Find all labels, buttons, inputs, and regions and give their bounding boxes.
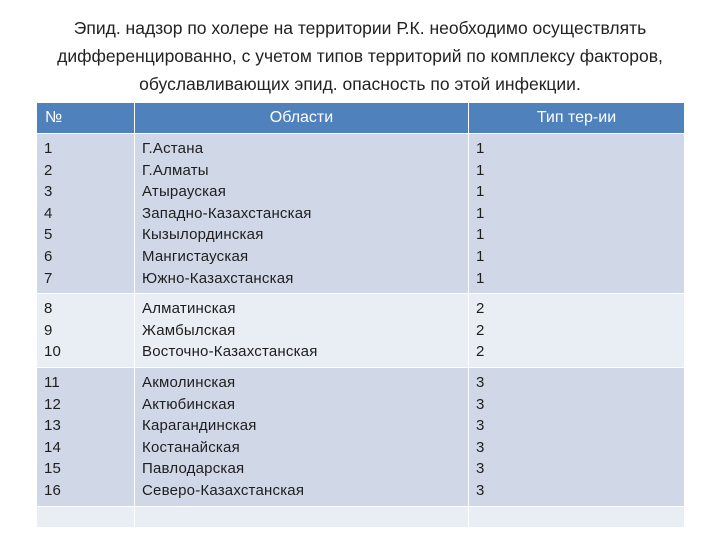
cell-line: 16 <box>44 481 62 499</box>
cell-line: 14 <box>44 438 62 456</box>
cell-line: Кызылординская <box>142 226 264 244</box>
cell-numbers <box>37 134 135 294</box>
cell-line: Павлодарская <box>142 460 245 478</box>
cell-line: Карагандинская <box>142 417 257 435</box>
cell-line: 2 <box>476 321 485 339</box>
cell-line: Алматинская <box>142 300 236 318</box>
cell-line: Г.Алматы <box>142 161 209 179</box>
title-line-2: дифференцированно, с учетом типов территорий по комплексу факторов, <box>57 46 663 66</box>
cell-types <box>469 134 685 294</box>
cell-line: 13 <box>44 417 62 435</box>
title-line-1: Эпид. надзор по холере на территории Р.К. необходимо осуществлять <box>73 18 647 38</box>
cell-line: 10 <box>44 343 62 361</box>
cell-line: 3 <box>476 481 485 499</box>
cell-regions <box>135 367 469 506</box>
table-header-row <box>37 103 685 134</box>
cell-line: Мангистауская <box>142 247 249 265</box>
cell-line: 2 <box>44 161 53 179</box>
cell-line: 1 <box>476 183 485 201</box>
table-row <box>37 294 685 368</box>
cell-line: 3 <box>44 183 53 201</box>
empty-cell <box>135 506 469 527</box>
cell-line: Северо-Казахстанская <box>142 481 305 499</box>
header-territory-type: Тип тер-ии <box>469 103 685 134</box>
cell-line: 6 <box>44 247 53 265</box>
cell-line: 15 <box>44 460 62 478</box>
cell-line: 2 <box>476 343 485 361</box>
cell-line: 3 <box>476 373 485 391</box>
header-regions: Области <box>135 103 469 134</box>
cell-line: Г.Астана <box>142 140 204 157</box>
cell-line: 1 <box>476 140 485 157</box>
cell-line: Костанайская <box>142 438 240 456</box>
table-row <box>37 367 685 506</box>
cell-line: Атырауская <box>142 183 227 201</box>
cell-types <box>469 294 685 368</box>
empty-cell <box>37 506 135 527</box>
cell-line: 12 <box>44 395 62 413</box>
header-number: № <box>37 103 135 134</box>
cell-line: 1 <box>476 269 485 287</box>
cell-line: Актюбинская <box>142 395 236 413</box>
cell-numbers <box>37 367 135 506</box>
table-row-empty <box>37 506 685 527</box>
cell-line: 3 <box>476 460 485 478</box>
cell-line: 1 <box>476 204 485 222</box>
cell-line: 11 <box>44 373 60 391</box>
regions-table <box>36 102 685 528</box>
cell-line: 3 <box>476 438 485 456</box>
cell-line: 4 <box>44 204 53 222</box>
cell-line: 8 <box>44 300 53 318</box>
cell-line: 7 <box>44 269 53 287</box>
page-title <box>30 14 690 98</box>
cell-line: 1 <box>476 161 485 179</box>
title-line-3: обуславливающих эпид. опасность по этой инфекции. <box>139 74 581 94</box>
cell-line: Западно-Казахстанская <box>142 204 312 222</box>
cell-line: 2 <box>476 300 485 318</box>
cell-regions <box>135 294 469 368</box>
cell-line: Восточно-Казахстанская <box>142 343 318 361</box>
cell-numbers <box>37 294 135 368</box>
cell-line: 3 <box>476 417 485 435</box>
empty-cell <box>469 506 685 527</box>
cell-line: Акмолинская <box>142 373 236 391</box>
cell-line: Южно-Казахстанская <box>142 269 294 287</box>
cell-line: Жамбылская <box>142 321 236 339</box>
cell-line: 1 <box>476 226 485 244</box>
cell-line: 9 <box>44 321 53 339</box>
cell-regions <box>135 134 469 294</box>
cell-line: 5 <box>44 226 53 244</box>
table-row <box>37 134 685 294</box>
cell-line: 1 <box>476 247 485 265</box>
cell-line: 1 <box>44 140 53 157</box>
cell-types <box>469 367 685 506</box>
cell-line: 3 <box>476 395 485 413</box>
